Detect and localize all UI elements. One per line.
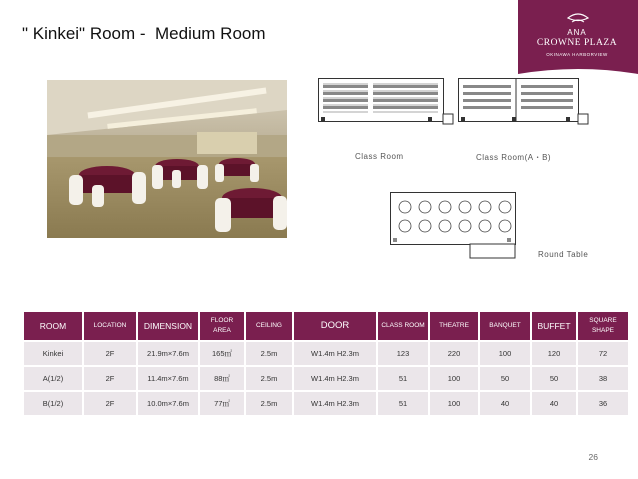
table-cell: B(1/2)	[24, 392, 82, 415]
header-door: DOOR	[294, 312, 376, 340]
table-cell: 77㎡	[200, 392, 244, 415]
table-cell: 38	[578, 367, 628, 390]
table-cell: 100	[430, 367, 478, 390]
header-theatre: THEATRE	[430, 312, 478, 340]
capacity-table	[22, 310, 616, 417]
table-cell: 88㎡	[200, 367, 244, 390]
table-cell: 40	[532, 392, 576, 415]
classroom-ab-caption: Class Room(A・B)	[476, 153, 552, 162]
table-cell: W1.4m H2.3m	[294, 342, 376, 365]
header-ceiling: CEILING	[246, 312, 292, 340]
table-cell: 120	[532, 342, 576, 365]
table-cell: 100	[430, 392, 478, 415]
classroom-layout-diagram	[318, 78, 454, 130]
header-banquet: BANQUET	[480, 312, 530, 340]
classroom-ab-layout-diagram	[458, 78, 590, 130]
table-cell: 11.4m×7.6m	[138, 367, 198, 390]
header-buffet: BUFFET	[532, 312, 576, 340]
table-cell: 2F	[84, 392, 136, 415]
round-table-caption: Round Table	[538, 250, 589, 259]
table-cell: 123	[378, 342, 428, 365]
table-cell: 2F	[84, 342, 136, 365]
room-photo	[47, 80, 287, 238]
table-cell: 21.9m×7.6m	[138, 342, 198, 365]
table-cell: 10.0m×7.6m	[138, 392, 198, 415]
page-number: 26	[588, 452, 598, 462]
logo-ana-text: ANA	[567, 28, 587, 37]
table-cell: A(1/2)	[24, 367, 82, 390]
table-row	[24, 392, 628, 415]
header-room: ROOM	[24, 312, 82, 340]
table-cell: 2.5m	[246, 392, 292, 415]
table-cell: 51	[378, 392, 428, 415]
round-table-layout-diagram	[390, 192, 530, 260]
table-cell: 100	[480, 342, 530, 365]
table-cell: 36	[578, 392, 628, 415]
logo-sub-text: OKINAWA HARBORVIEW	[546, 52, 608, 57]
header-location: LOCATION	[84, 312, 136, 340]
header-class-room: CLASS ROOM	[378, 312, 428, 340]
table-cell: 2F	[84, 367, 136, 390]
table-row	[24, 367, 628, 390]
header-floor-area: FLOOR AREA	[200, 312, 244, 340]
header-square-shape: SQUARE SHAPE	[578, 312, 628, 340]
logo-band	[518, 0, 638, 74]
logo-crowne-text: CROWNE PLAZA	[536, 38, 618, 48]
table-cell: W1.4m H2.3m	[294, 392, 376, 415]
table-header-row	[24, 312, 628, 340]
table-row	[24, 342, 628, 365]
table-cell: W1.4m H2.3m	[294, 367, 376, 390]
table-cell: Kinkei	[24, 342, 82, 365]
table-cell: 72	[578, 342, 628, 365]
table-cell: 50	[532, 367, 576, 390]
table-cell: 2.5m	[246, 342, 292, 365]
table-cell: 51	[378, 367, 428, 390]
page-title: " Kinkei" Room - Medium Room	[22, 24, 266, 43]
table-cell: 2.5m	[246, 367, 292, 390]
header-dimension: DIMENSION	[138, 312, 198, 340]
classroom-caption: Class Room	[355, 152, 404, 161]
table-cell: 165㎡	[200, 342, 244, 365]
table-cell: 50	[480, 367, 530, 390]
table-cell: 40	[480, 392, 530, 415]
table-cell: 220	[430, 342, 478, 365]
